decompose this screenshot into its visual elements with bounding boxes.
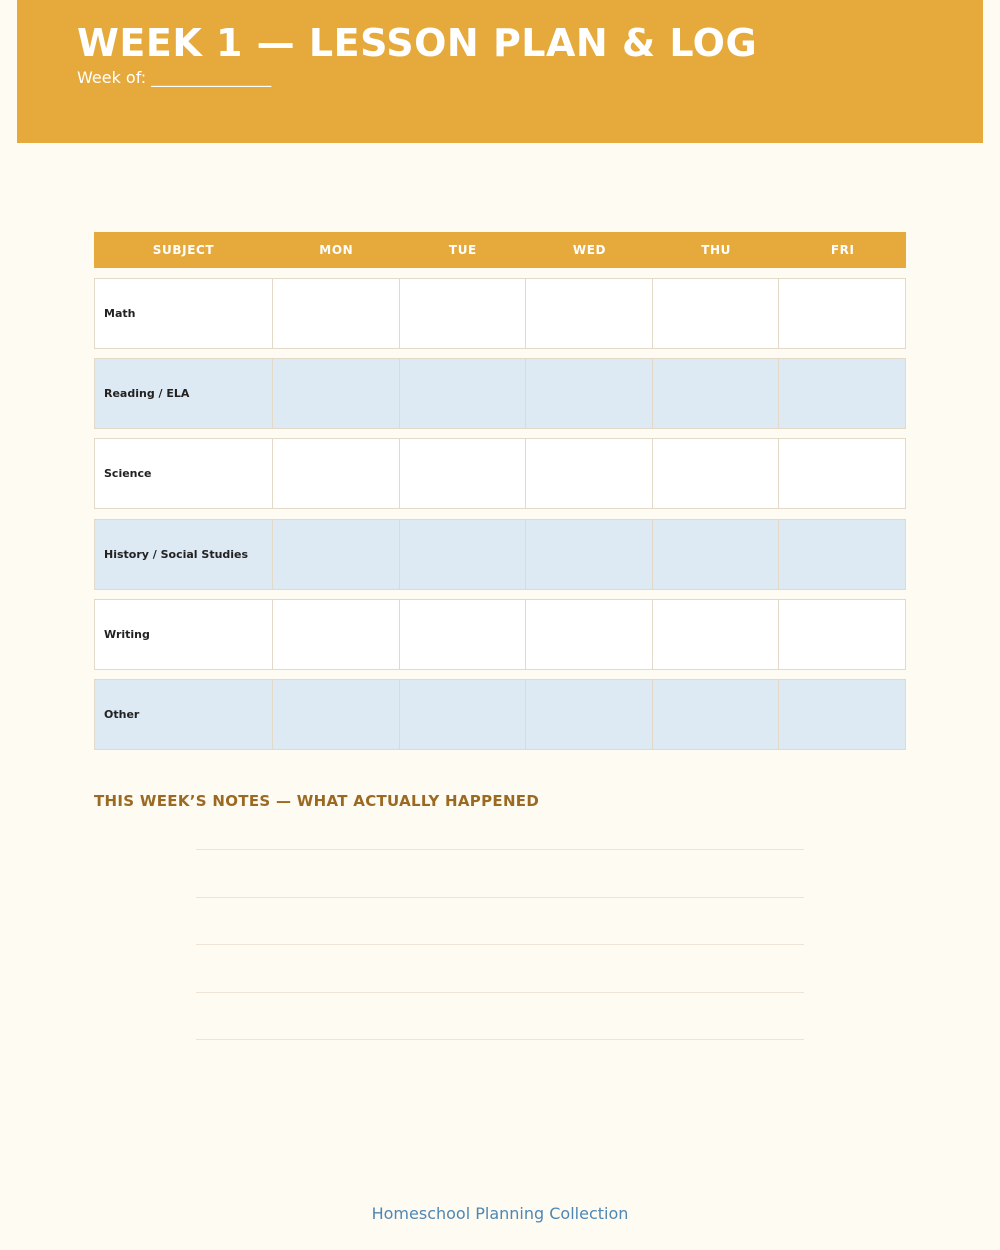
- header-tue: TUE: [448, 243, 477, 257]
- header-fri: FRI: [830, 243, 855, 257]
- table-row: [94, 599, 906, 670]
- header-mon: MON: [319, 243, 354, 257]
- header-wed: WED: [572, 243, 607, 257]
- lesson-cell[interactable]: [273, 278, 400, 349]
- table-row: [94, 679, 906, 750]
- header-thu: THU: [701, 243, 731, 257]
- subject-label: Reading / ELA: [94, 358, 273, 429]
- lesson-cell[interactable]: [779, 599, 906, 670]
- notes-line[interactable]: [196, 944, 804, 945]
- notes-line[interactable]: [196, 1039, 804, 1040]
- lesson-cell[interactable]: [779, 358, 906, 429]
- lesson-cell[interactable]: [400, 278, 527, 349]
- subject-label: Science: [94, 438, 273, 509]
- notes-line[interactable]: [196, 992, 804, 993]
- lesson-cell[interactable]: [273, 358, 400, 429]
- table-row: [94, 358, 906, 429]
- lesson-cell[interactable]: [653, 519, 780, 590]
- lesson-cell[interactable]: [653, 679, 780, 750]
- subject-label: Math: [94, 278, 273, 349]
- lesson-cell[interactable]: [400, 358, 527, 429]
- page-title: WEEK 1 — LESSON PLAN & LOG: [77, 21, 758, 65]
- subject-label: History / Social Studies: [94, 519, 273, 590]
- notes-line[interactable]: [196, 897, 804, 898]
- notes-title: THIS WEEK’S NOTES — WHAT ACTUALLY HAPPENED: [94, 792, 540, 810]
- lesson-cell[interactable]: [653, 358, 780, 429]
- lesson-cell[interactable]: [653, 599, 780, 670]
- lesson-cell[interactable]: [526, 358, 653, 429]
- lesson-cell[interactable]: [400, 679, 527, 750]
- footer-text: Homeschool Planning Collection: [371, 1204, 629, 1223]
- lesson-cell[interactable]: [400, 438, 527, 509]
- notes-line[interactable]: [196, 849, 804, 850]
- week-of-field[interactable]: Week of: _______________: [77, 68, 272, 87]
- lesson-table-body: [94, 278, 906, 759]
- lesson-cell[interactable]: [273, 679, 400, 750]
- table-row: [94, 438, 906, 509]
- lesson-cell[interactable]: [400, 519, 527, 590]
- lesson-cell[interactable]: [653, 438, 780, 509]
- lesson-cell[interactable]: [526, 438, 653, 509]
- header-subject: SUBJECT: [152, 243, 215, 257]
- lesson-cell[interactable]: [400, 599, 527, 670]
- lesson-cell[interactable]: [526, 679, 653, 750]
- table-row: [94, 519, 906, 590]
- lesson-cell[interactable]: [779, 278, 906, 349]
- lesson-cell[interactable]: [779, 519, 906, 590]
- subject-label: Writing: [94, 599, 273, 670]
- lesson-cell[interactable]: [653, 278, 780, 349]
- lesson-cell[interactable]: [779, 679, 906, 750]
- lesson-cell[interactable]: [526, 278, 653, 349]
- lesson-cell[interactable]: [273, 599, 400, 670]
- lesson-cell[interactable]: [526, 599, 653, 670]
- lesson-table-header: [94, 232, 906, 268]
- lesson-cell[interactable]: [526, 519, 653, 590]
- table-row: [94, 278, 906, 349]
- subject-label: Other: [94, 679, 273, 750]
- lesson-cell[interactable]: [779, 438, 906, 509]
- lesson-cell[interactable]: [273, 438, 400, 509]
- lesson-cell[interactable]: [273, 519, 400, 590]
